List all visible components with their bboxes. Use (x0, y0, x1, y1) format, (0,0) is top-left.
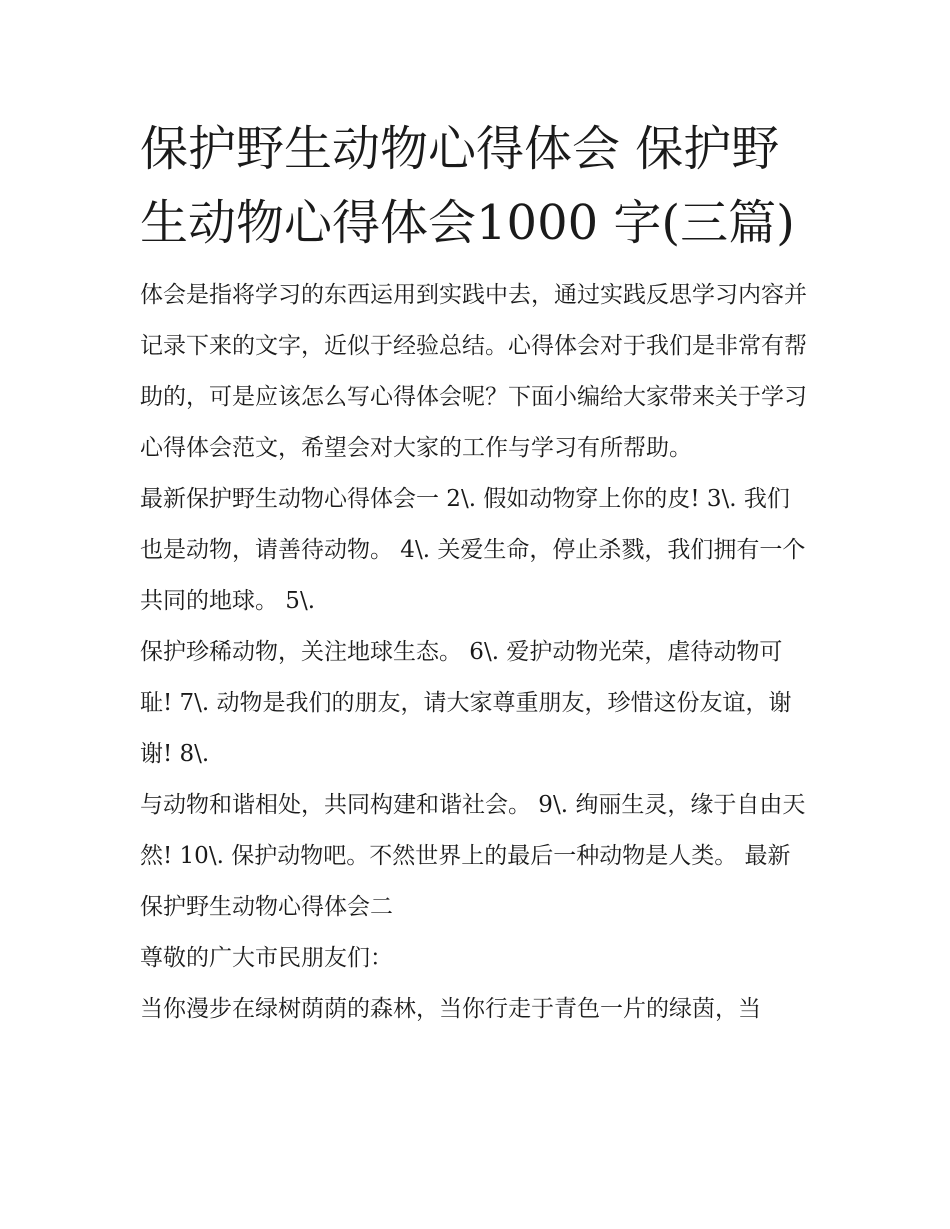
document-body (140, 112, 812, 1035)
paragraph-slogans-2: 保护珍稀动物，关注地球生态。 6\. 爱护动物光荣，虐待动物可耻! 7\. 动物是我们的朋友，请大家尊重朋友，珍惜这份友谊，谢谢! 8\. (140, 639, 792, 767)
document-title: 保护野生动物心得体会 保护野生动物心得体会1000 字(三篇) (140, 121, 795, 251)
paragraph-slogans-3: 与动物和谐相处，共同构建和谐社会。 9\. 绚丽生灵，缘于自由天然! 10\. 保护动物吧。不然世界上的最后一种动物是人类。 最新保护野生动物心得体会二 (140, 792, 806, 920)
paragraph-salutation: 尊敬的广大市民朋友们： (140, 945, 393, 971)
title-spacer (140, 260, 812, 270)
paragraph-slogans-1: 最新保护野生动物心得体会一 2\. 假如动物穿上你的皮! 3\. 我们也是动物，请善待动物。 4\. 关爱生命，停止杀戮，我们拥有一个共同的地球。 5\. (140, 486, 806, 614)
paragraph-opening: 当你漫步在绿树荫荫的森林，当你行走于青色一片的绿茵，当 (140, 996, 761, 1022)
paragraph-intro: 体会是指将学习的东西运用到实践中去，通过实践反思学习内容并记录下来的文字，近似于经验总结。心得体会对于我们是非常有帮助的，可是应该怎么写心得体会呢？下面小编给大家带来关于学习心得体会范文，希望会对大家的工作与学习有所帮助。 (140, 282, 807, 461)
